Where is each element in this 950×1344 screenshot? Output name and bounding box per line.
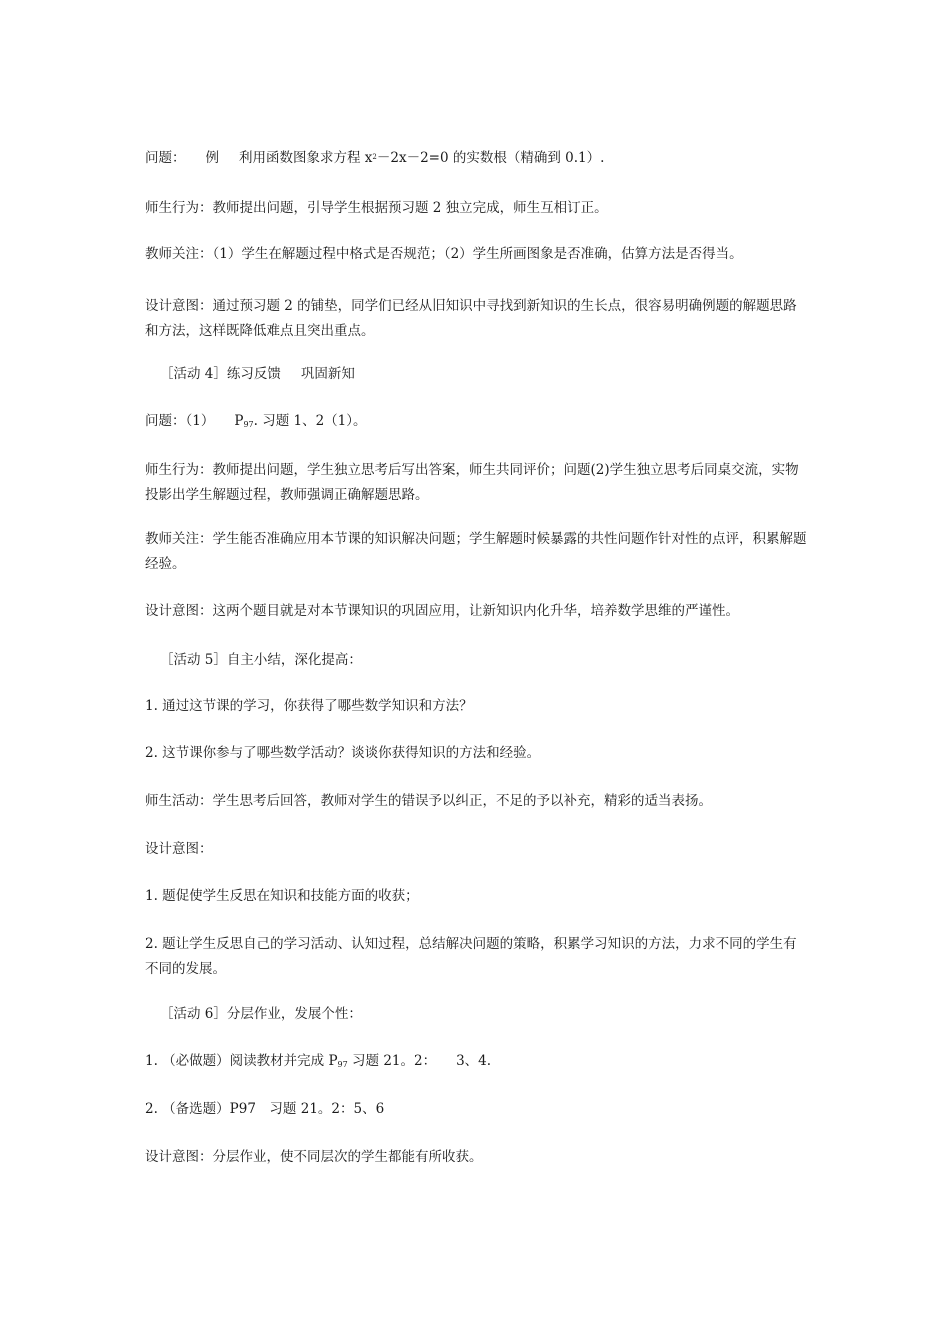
teacher-student-behavior-2: 师生行为：教师提出问题，学生独立思考后写出答案，师生共同评价；问题(2)学生独立思考后同桌交流，实物投影出学生解题过程，教师强调正确解题思路。 (145, 462, 799, 503)
activity-4-heading (160, 362, 825, 387)
activity-4-subtitle: 巩固新知 (300, 366, 355, 382)
design-intent-heading: 设计意图： (145, 841, 213, 857)
label: 问题： (145, 150, 186, 166)
homework-required (145, 1049, 810, 1075)
label: 问题：（1） (145, 413, 215, 429)
design-point-2: 2. 题让学生反思自己的学习活动、认知过程，总结解决问题的策略，积累学习知识的方法，力求不同的学生有不同的发展。 (145, 936, 797, 977)
design-point-1: 1. 题促使学生反思在知识和技能方面的收获； (145, 888, 419, 904)
activity-4-title: ［活动 4］练习反馈 (160, 366, 281, 382)
summary-question-1: 1. 通过这节课的学习，你获得了哪些数学知识和方法？ (145, 698, 473, 714)
page-number: 97 (243, 420, 254, 429)
equation-text: 利用函数图象求方程 x (239, 150, 373, 166)
equation-text-end: －2x－2=0 的实数根（精确到 0.1）. (376, 150, 605, 166)
homework-optional: 2. （备选题）P97 习题 21。2：5、6 (145, 1101, 385, 1117)
design-intent: 设计意图：通过预习题 2 的铺垫，同学们已经从旧知识中寻找到新知识的生长点，很容易明确例题的解题思路和方法，这样既降低难点且突出重点。 (145, 298, 797, 339)
homework-required-text: 1. （必做题）阅读教材并完成 P (145, 1053, 338, 1069)
design-intent-3: 设计意图：分层作业，使不同层次的学生都能有所收获。 (145, 1149, 483, 1165)
page-number: 97 (337, 1060, 348, 1069)
page-ref: P (234, 413, 244, 429)
exercise-ref: . 习题 1、2（1）。 (253, 413, 367, 429)
teacher-focus-2: 教师关注：学生能否准确应用本节课的知识解决问题；学生解题时候暴露的共性问题作针对性的点评，积累解题经验。 (145, 531, 807, 572)
summary-question-2: 2. 这节课你参与了哪些数学活动？谈谈你获得知识的方法和经验。 (145, 745, 541, 761)
example-problem (145, 146, 810, 171)
homework-required-exercise: 习题 21。2： (347, 1053, 437, 1069)
exponent: 2 (372, 153, 377, 161)
homework-required-items: 3、4. (456, 1053, 492, 1069)
teacher-student-activity: 师生活动：学生思考后回答，教师对学生的错误予以纠正，不足的予以补充，精彩的适当表扬。 (145, 793, 712, 809)
design-intent-2: 设计意图：这两个题目就是对本节课知识的巩固应用，让新知识内化升华，培养数学思维的严谨性。 (145, 603, 739, 619)
activity-6-heading: ［活动 6］分层作业，发展个性： (160, 1006, 362, 1022)
teacher-student-behavior: 师生行为：教师提出问题，引导学生根据预习题 2 独立完成，师生互相订正。 (145, 200, 608, 216)
exercise-problem (145, 409, 810, 435)
example-label: 例 (205, 150, 219, 166)
activity-5-heading: ［活动 5］自主小结，深化提高： (160, 652, 362, 668)
teacher-focus: 教师关注：（1）学生在解题过程中格式是否规范；（2）学生所画图象是否准确，估算方法是否得当。 (145, 246, 743, 262)
